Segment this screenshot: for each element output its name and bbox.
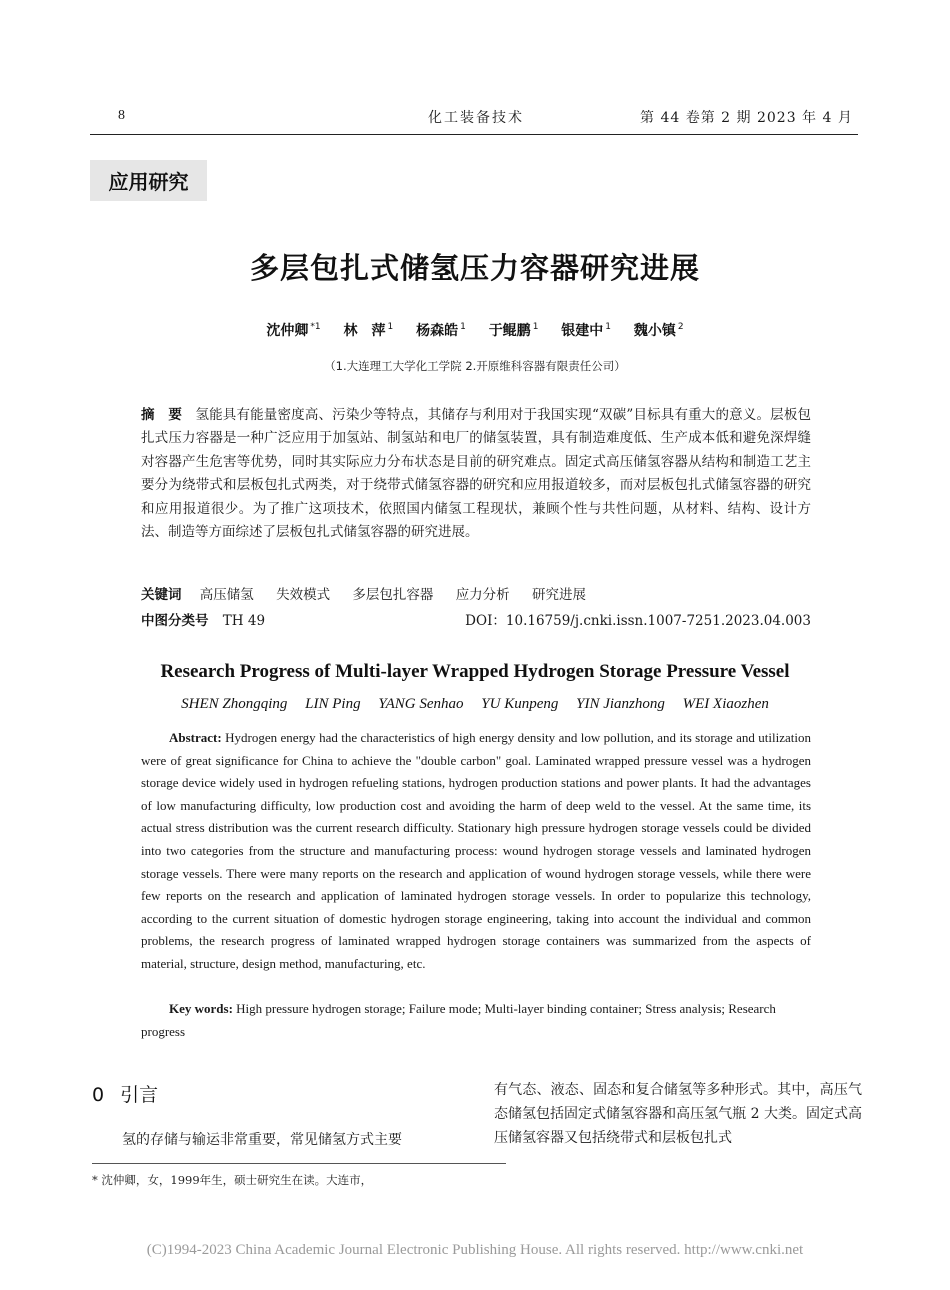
- abstract-cn: [141, 404, 811, 544]
- abstract-cn-label: 摘 要: [141, 407, 183, 423]
- classification-line: [141, 609, 811, 629]
- keywords-en-label: Key words:: [169, 1001, 233, 1016]
- author-cn: 林 萍 $^1$: [343, 322, 394, 339]
- footnote: * 沈仲卿，女，1999年生，硕士研究生在读。大连市，: [92, 1173, 373, 1187]
- author-en: WEI Xiaozhen: [682, 696, 769, 712]
- journal-name: 化工装备技术: [428, 110, 524, 126]
- section-number: 0: [92, 1084, 105, 1106]
- author-cn: 沈仲卿 $^{*1}$: [266, 322, 321, 339]
- classification-label: 中图分类号: [141, 613, 209, 629]
- keywords-en: [141, 998, 811, 1043]
- authors-en: [0, 696, 950, 713]
- keywords-en-text: High pressure hydrogen storage; Failure mode; Multi-layer binding container; Stress analysis; Research progress: [141, 1001, 776, 1039]
- keyword-cn: 研究进展: [531, 587, 586, 603]
- author-en: LIN Ping: [305, 696, 361, 712]
- section-heading: [92, 1080, 158, 1107]
- classification-value: TH 49: [222, 613, 266, 629]
- keyword-cn: 多层包扎容器: [352, 587, 434, 603]
- abstract-cn-text: 氢能具有能量密度高、污染少等特点，其储存与利用对于我国实现“双碳”目标具有重大的意义。层板包扎式压力容器是一种广泛应用于加氢站、制氢站和电厂的储氢装置，具有制造难度低、生产成本低和避免深焊缝对容器产生危害等优势，同时其实际应力分布状态是目前的研究难点。固定式高压储氢容器从结构和制造工艺主要分为绕带式和层板包扎式两类，对于绕带式储氢容器的研究和应用报道较多，而对层板包扎式储氢容器的研究和应用报道很少。为了推广这项技术，依照国内储氢工程现状，兼顾个性与共性问题，从材料、结构、设计方法、制造等方面综述了层板包扎式储氢容器的研究进展。: [141, 407, 812, 541]
- body-text-left: 氢的存储与输运非常重要，常见储氢方式主要: [122, 1132, 402, 1148]
- author-en: YU Kunpeng: [481, 696, 559, 712]
- keywords-cn-label: 关键词: [141, 587, 182, 603]
- author-en: SHEN Zhongqing: [181, 696, 288, 712]
- copyright-notice: (C)1994-2023 China Academic Journal Electronic Publishing House. All rights reserved. http://www.cnki.net: [146, 1242, 804, 1258]
- author-cn: 于鲲鹏 $^1$: [488, 322, 539, 339]
- affiliation-cn: （1.大连理工大学化工学院 2.开原维科容器有限责任公司）: [324, 359, 626, 373]
- section-title: 引言: [120, 1084, 159, 1106]
- abstract-en-label: Abstract:: [169, 730, 222, 745]
- footnote-rule: [92, 1163, 506, 1164]
- author-cn: 魏小镇 $^2$: [633, 322, 684, 339]
- page-number: 8: [118, 108, 125, 123]
- section-tag: 应用研究: [90, 160, 207, 201]
- issue-info: 第 44 卷第 2 期 2023 年 4 月: [640, 110, 853, 126]
- doi: DOI：10.16759/j.cnki.issn.1007-7251.2023.04.003: [465, 613, 811, 629]
- author-en: YIN Jianzhong: [576, 696, 665, 712]
- keyword-cn: 高压储氢: [199, 587, 254, 603]
- author-cn: 杨森皓 $^1$: [416, 322, 466, 339]
- author-en: YANG Senhao: [378, 696, 464, 712]
- authors-cn: [0, 320, 950, 340]
- article-title-en: Research Progress of Multi-layer Wrapped Hydrogen Storage Pressure Vessel: [160, 661, 790, 682]
- body-text-right: 有气态、液态、固态和复合储氢等多种形式。其中，高压气态储氢包括固定式储氢容器和高压氢气瓶 2 大类。固定式高压储氢容器又包括绕带式和层板包扎式: [494, 1082, 862, 1146]
- abstract-en-text: Hydrogen energy had the characteristics of high energy density and low pollution, and its storage and utilization were of great significance for China to achieve the "double carbon" goal. Laminated wrapped pressure vessel was a hydrogen storage device widely used in hydrogen refueling stations, hydrogen production stations and power plants. It had the advantages of low manufacturing difficulty, low production cost and avoiding the harm of deep weld to the vessel. At the same time, its actual stress distribution was the current research difficulty. Stationary high pressure hydrogen storage vessels could be divided into two categories from the structure and manufacturing process: wound hydrogen storage vessels and laminated hydrogen storage vessels. There were many reports on the research and application of wound hydrogen storage vessels, while there were few reports on the research and application of laminated hydrogen storage vessels. In order to popularize this technology, according to the current situation of domestic hydrogen storage engineering, taking into account the individual and common problems, the research progress of laminated wrapped hydrogen storage containers was summarized from the aspects of material, structure, design method, manufacturing, etc.: [141, 730, 812, 971]
- keyword-cn: 应力分析: [455, 587, 510, 603]
- keyword-cn: 失效模式: [276, 587, 331, 603]
- header-rule: [90, 134, 858, 135]
- article-title-cn: 多层包扎式储氢压力容器研究进展: [249, 251, 700, 285]
- author-cn: 银建中 $^1$: [561, 322, 612, 339]
- abstract-en: [141, 727, 811, 976]
- keywords-cn: [141, 583, 811, 603]
